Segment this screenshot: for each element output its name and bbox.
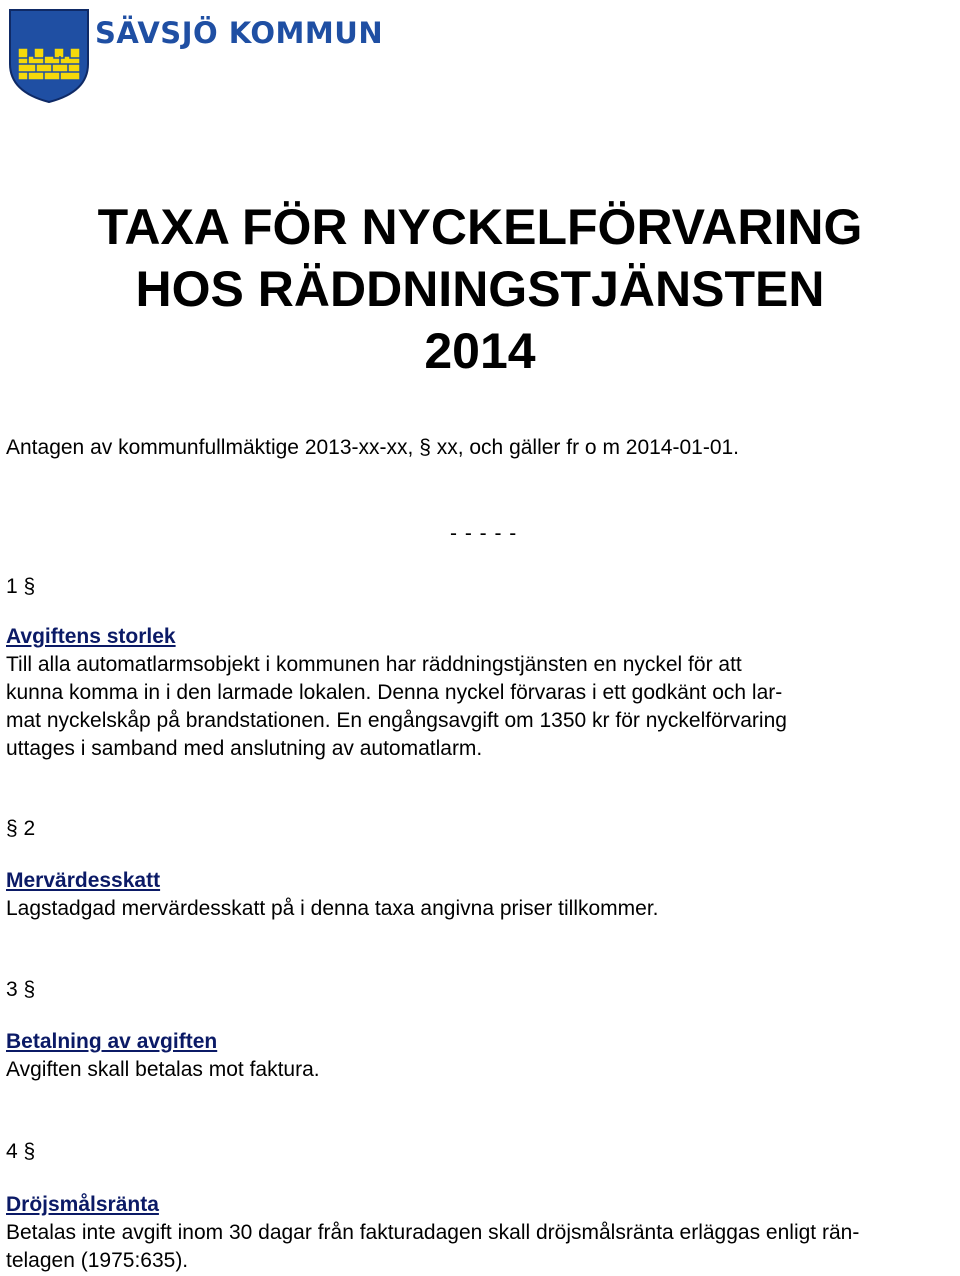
body-line: mat nyckelskåp på brandstationen. En engångsavgift om 1350 kr för nyckelförvaring: [6, 709, 787, 732]
title-line-2: HOS RÄDDNINGSTJÄNSTEN: [135, 261, 825, 317]
body-line: Till alla automatlarmsobjekt i kommunen har räddningstjänsten en nyckel för att: [6, 653, 742, 676]
body-line: Avgiften skall betalas mot faktura.: [6, 1058, 320, 1081]
section-number: 1 §: [6, 575, 36, 598]
section-heading: Avgiftens storlek: [6, 625, 176, 648]
body-line: telagen (1975:635).: [6, 1249, 189, 1272]
section-body: [6, 651, 787, 763]
section-heading: Dröjsmålsränta: [6, 1193, 159, 1216]
separator: - - - - -: [450, 522, 518, 545]
body-line: uttages i samband med anslutning av automatlarm.: [6, 737, 483, 760]
section-body: [6, 1219, 859, 1275]
adoption-note: Antagen av kommunfullmäktige 2013-xx-xx, § xx, och gäller fr o m 2014-01-01.: [6, 436, 740, 459]
title-line-1: TAXA FÖR NYCKELFÖRVARING: [97, 199, 863, 255]
section-heading: Betalning av avgiften: [6, 1030, 218, 1053]
body-line: kunna komma in i den larmade lokalen. Denna nyckel förvaras i ett godkänt och lar-: [6, 681, 783, 704]
section-body: [6, 1056, 320, 1084]
section-number: 4 §: [6, 1140, 36, 1163]
document-title: [0, 196, 960, 382]
section-heading: Mervärdesskatt: [6, 869, 161, 892]
body-line: Lagstadgad mervärdesskatt på i denna taxa angivna priser tillkommer.: [6, 897, 659, 920]
section-body: [6, 895, 659, 923]
section-number: 3 §: [6, 978, 36, 1001]
municipality-shield-logo: [8, 8, 90, 104]
title-line-3: 2014: [424, 323, 536, 379]
municipality-name: SÄVSJÖ KOMMUN: [95, 16, 384, 50]
body-line: Betalas inte avgift inom 30 dagar från fakturadagen skall dröjsmålsränta erläggas enligt rän-: [6, 1221, 860, 1244]
section-number: § 2: [6, 817, 36, 840]
